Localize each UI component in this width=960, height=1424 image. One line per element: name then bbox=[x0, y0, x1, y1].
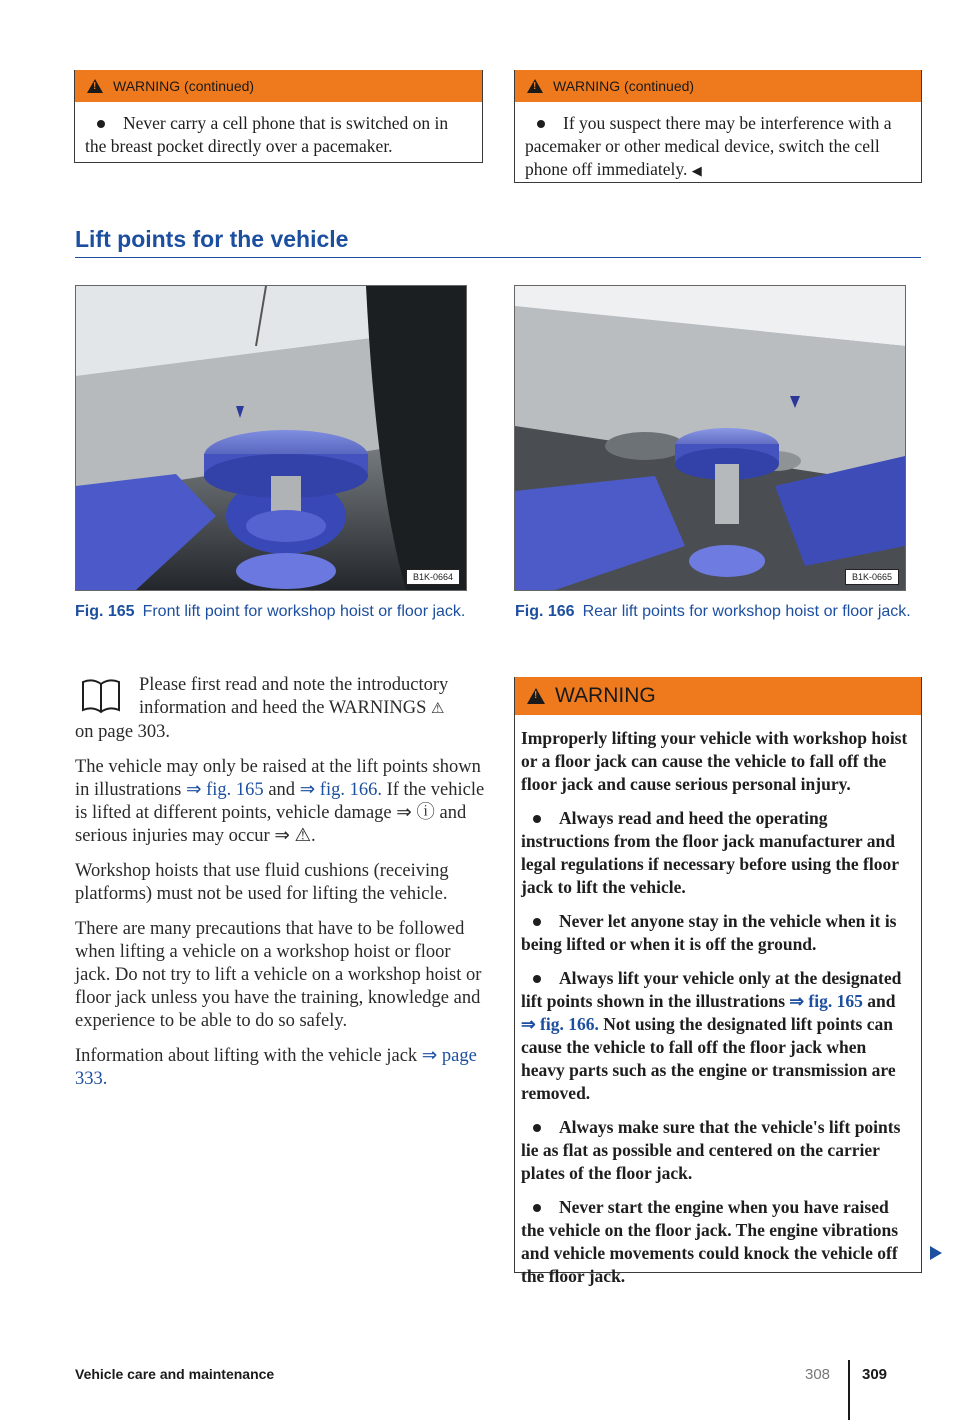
image-code: B1K-0664 bbox=[406, 569, 460, 585]
bullet-icon bbox=[97, 120, 105, 128]
warning-continued-left bbox=[74, 70, 483, 163]
end-of-section-icon: ◀ bbox=[691, 163, 702, 178]
warning-header-label: WARNING bbox=[555, 684, 656, 707]
warning-bullet bbox=[521, 1116, 911, 1185]
para-text: The vehicle may only be raised at the lift points shown in illustrations bbox=[75, 757, 481, 800]
warning-bullet bbox=[521, 910, 911, 956]
section-title: Lift points for the vehicle bbox=[75, 226, 349, 252]
intro-page-ref: on page 303. bbox=[75, 722, 171, 742]
page-number-right: 309 bbox=[862, 1366, 888, 1383]
fig-166-caption bbox=[515, 600, 915, 623]
bullet-text: Not using the designated lift points can cause the vehicle to fall off the floor jack when heavy parts such as the engine or transmission are removed. bbox=[521, 1014, 896, 1103]
precautions-paragraph: There are many precautions that have to be followed when lifting a vehicle on a workshop hoist or floor jack. Do not try to lift a vehicle on a workshop hoist or floor jack unless you have the training, knowledge and experience to be able to do so safely. bbox=[75, 919, 482, 1031]
image-code: B1K-0665 bbox=[845, 569, 899, 585]
bullet-icon bbox=[537, 120, 545, 128]
bullet-icon bbox=[533, 815, 541, 823]
fig-166-link[interactable]: ⇒ fig. 166. bbox=[521, 1014, 599, 1034]
para-text: If the vehicle is lifted at different points, vehicle damage ⇒ ⓘ and serious injuries may occur ⇒ ⚠. bbox=[75, 780, 485, 846]
warning-continued-right bbox=[514, 70, 922, 183]
caption-number: Fig. 165 bbox=[75, 603, 135, 620]
warning-header-label: WARNING (continued) bbox=[553, 78, 695, 94]
warning-bullet bbox=[521, 1196, 911, 1288]
caption-number: Fig. 166 bbox=[515, 603, 575, 620]
bullet-text: Always lift your vehicle only at the designated lift points shown in the illustrations bbox=[521, 968, 902, 1011]
fig-166-image bbox=[514, 285, 906, 591]
bullet-icon bbox=[533, 1204, 541, 1212]
warning-bullet bbox=[521, 967, 911, 1105]
caption-text: Rear lift points for workshop hoist or floor jack. bbox=[582, 603, 911, 620]
bullet-text: Never let anyone stay in the vehicle when it is being lifted or when it is off the ground. bbox=[521, 911, 897, 954]
warning-bullet bbox=[525, 112, 911, 182]
bullet-icon bbox=[533, 975, 541, 983]
main-warning-box bbox=[514, 677, 922, 1286]
bullet-icon bbox=[533, 1124, 541, 1132]
warning-triangle-icon: ⚠ bbox=[431, 701, 445, 717]
fig-165-image bbox=[75, 285, 467, 591]
page-number-left: 308 bbox=[805, 1366, 831, 1383]
continue-arrow-icon bbox=[930, 1246, 942, 1260]
caption-text: Front lift point for workshop hoist or floor jack. bbox=[142, 603, 466, 620]
bullet-text: Always make sure that the vehicle's lift points lie as flat as possible and centered on the carrier plates of the floor jack. bbox=[521, 1117, 901, 1183]
footer-section-name: Vehicle care and maintenance bbox=[75, 1366, 275, 1382]
warning-intro: Improperly lifting your vehicle with workshop hoist or a floor jack can cause the vehicle to fall off the floor jack and cause serious personal injury. bbox=[521, 728, 908, 794]
page-divider bbox=[848, 1360, 850, 1420]
fig-165-link[interactable]: ⇒ fig. 165 bbox=[186, 780, 264, 800]
warning-bullet bbox=[521, 807, 911, 899]
intro-paragraph bbox=[75, 674, 485, 721]
warning-header bbox=[75, 70, 482, 102]
bullet-text: and bbox=[867, 991, 896, 1011]
warning-header-label: WARNING (continued) bbox=[113, 78, 255, 94]
section-divider bbox=[75, 257, 921, 258]
front-lift-point-illustration bbox=[76, 286, 466, 590]
bullet-icon bbox=[533, 918, 541, 926]
body-text-left bbox=[75, 674, 485, 1103]
warning-bullet bbox=[85, 112, 472, 158]
bullet-text: Never start the engine when you have raised the vehicle on the floor jack. The engine vibrations and vehicle movements could knock the vehicle off the floor jack. bbox=[521, 1197, 899, 1286]
lift-points-paragraph bbox=[75, 756, 485, 848]
fig-166-link[interactable]: ⇒ fig. 166. bbox=[299, 780, 382, 800]
rear-lift-points-illustration bbox=[515, 286, 905, 590]
warning-triangle-icon bbox=[527, 688, 545, 704]
fluid-cushion-paragraph: Workshop hoists that use fluid cushions (receiving platforms) must not be used for lifting the vehicle. bbox=[75, 861, 449, 904]
warning-header bbox=[515, 70, 921, 102]
warning-triangle-icon bbox=[87, 79, 103, 93]
page-333-link[interactable]: ⇒ page 333. bbox=[75, 1046, 477, 1089]
vehicle-jack-paragraph bbox=[75, 1045, 485, 1091]
warning-header bbox=[515, 677, 921, 715]
bullet-text: Always read and heed the operating instructions from the floor jack manufacturer and legal regulations if necessary before using the floor jack to lift the vehicle. bbox=[521, 808, 899, 897]
intro-text: Please first read and note the introductory information and heed the WARNINGS bbox=[139, 675, 449, 718]
para-text: and bbox=[268, 780, 296, 800]
warning-triangle-icon bbox=[527, 79, 543, 93]
warning-text: If you suspect there may be interference with a pacemaker or other medical device, switch the cell phone off immediately. bbox=[525, 113, 892, 179]
warning-text: Never carry a cell phone that is switched on in the breast pocket directly over a pacemaker. bbox=[85, 113, 449, 156]
fig-165-caption bbox=[75, 600, 470, 623]
para-text: Information about lifting with the vehicle jack bbox=[75, 1046, 418, 1066]
fig-165-link[interactable]: ⇒ fig. 165 bbox=[789, 991, 863, 1011]
